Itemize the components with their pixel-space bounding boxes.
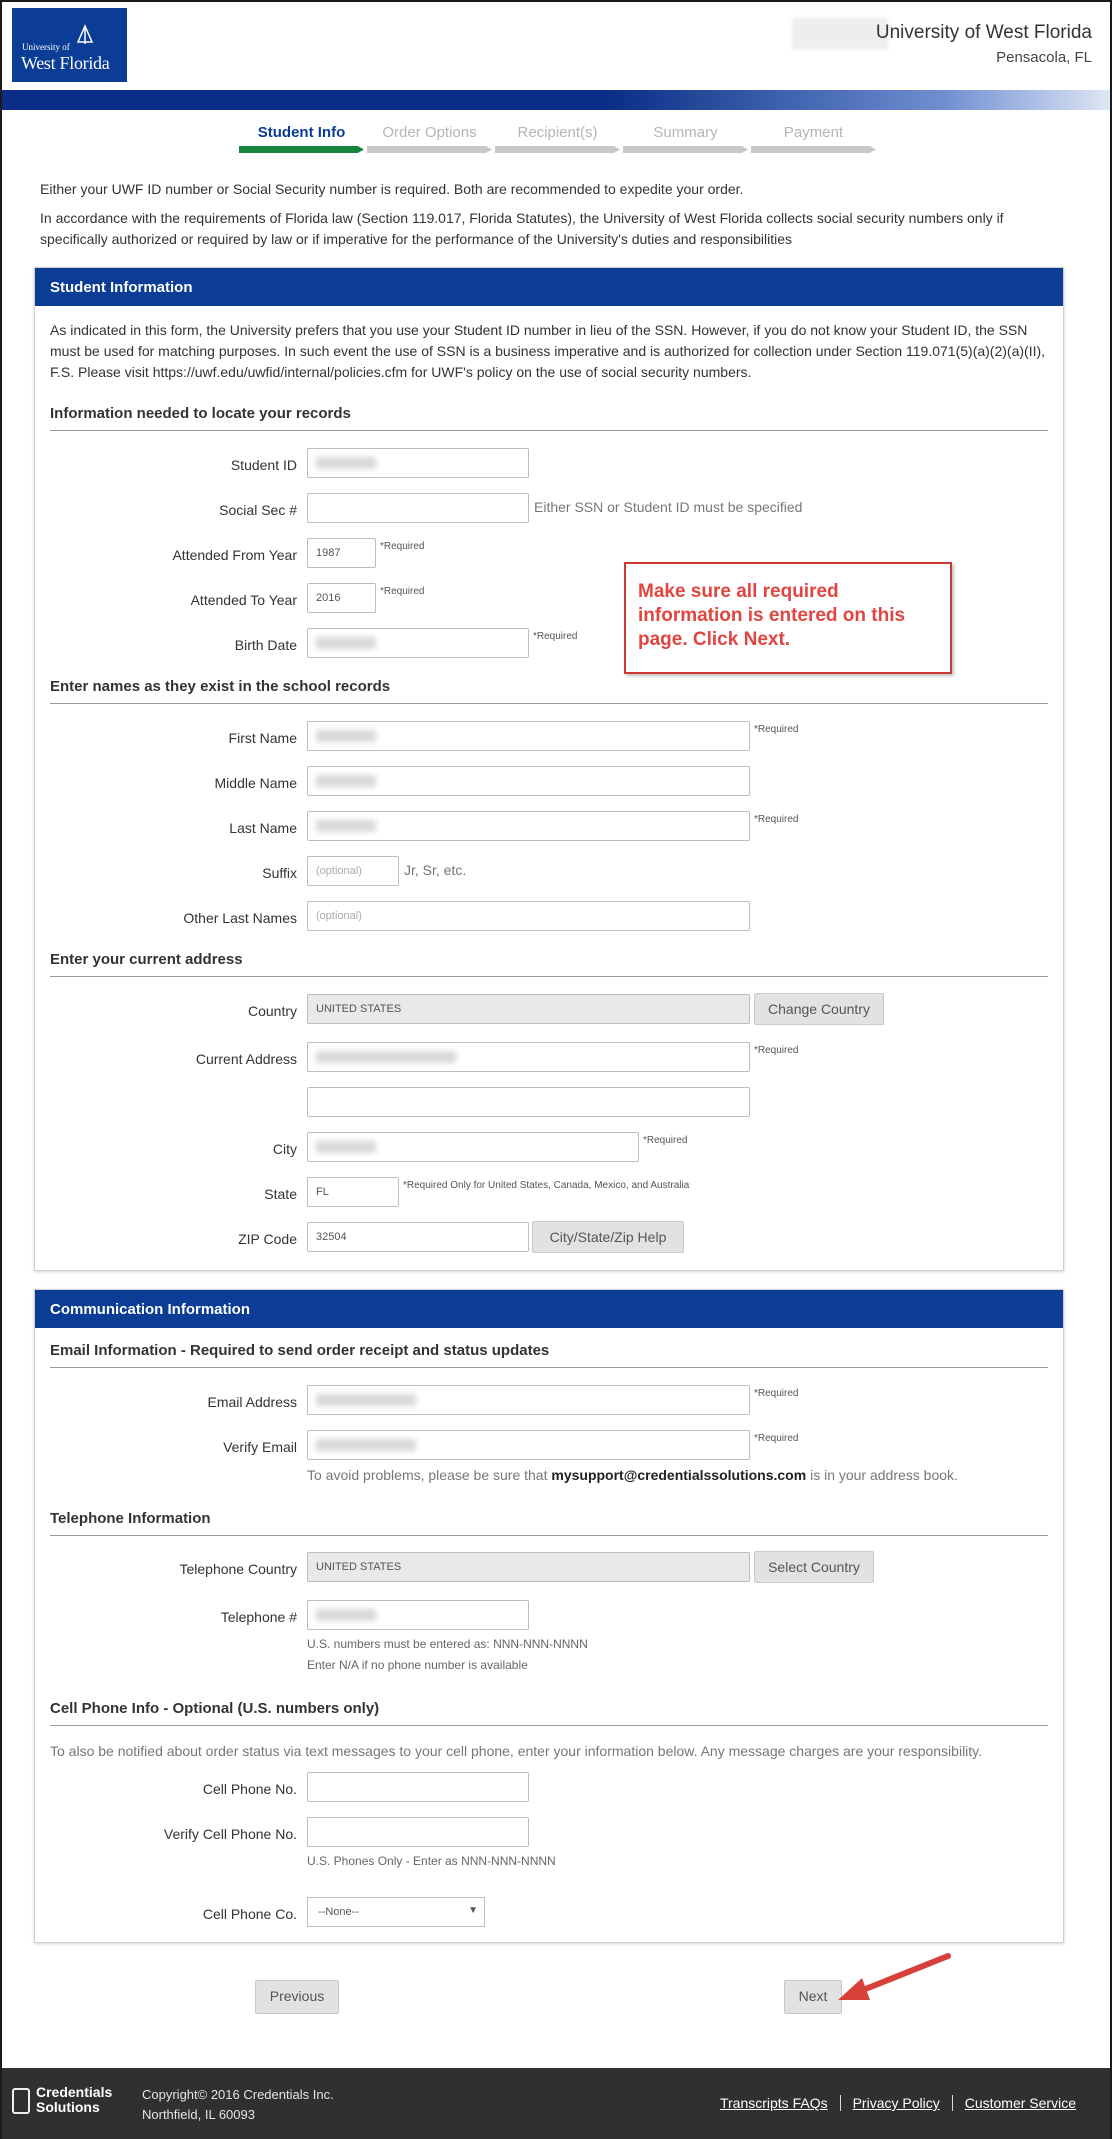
- step-payment: [751, 124, 876, 153]
- student-id-label: Student ID: [230, 457, 297, 473]
- step-bar: [495, 146, 620, 153]
- required-marker: *Required: [754, 1433, 799, 1444]
- dropdown-caret-icon: ▼: [468, 1905, 478, 1916]
- support-email: mysupport@credentialssolutions.com: [551, 1467, 807, 1483]
- suffix-label: Suffix: [262, 865, 297, 881]
- footer-links: [708, 2095, 1088, 2111]
- email-note-prefix: To avoid problems, please be sure that: [307, 1467, 548, 1483]
- required-marker: *Required: [754, 1388, 799, 1399]
- section-title-names: Enter names as they exist in the school records: [50, 678, 1048, 704]
- cell-carrier-label: Cell Phone Co.: [202, 1906, 297, 1922]
- change-country-button[interactable]: Change Country: [754, 993, 884, 1025]
- logo-big-text: West Florida: [21, 53, 110, 73]
- company-address: Northfield, IL 60093: [142, 2107, 255, 2122]
- blurred-user-area: [792, 18, 888, 50]
- state-required-note: *Required Only for United States, Canada, Mexico, and Australia: [403, 1180, 690, 1191]
- logo-small-text: University of: [22, 42, 70, 52]
- privacy-policy-link[interactable]: Privacy Policy: [840, 2095, 952, 2111]
- step-bar: [623, 146, 748, 153]
- to-year-label: Attended To Year: [190, 592, 297, 608]
- student-id-input[interactable]: [307, 448, 529, 478]
- verify-cell-label: Verify Cell Phone No.: [163, 1826, 297, 1842]
- progress-steps: [239, 124, 876, 153]
- first-name-input[interactable]: [307, 721, 750, 751]
- ssn-hint: Either SSN or Student ID must be specified: [534, 499, 803, 515]
- header-band: [2, 90, 1110, 110]
- telephone-input[interactable]: [307, 1600, 529, 1630]
- country-label: Country: [247, 1003, 297, 1019]
- credentials-logo-icon: [12, 2088, 30, 2114]
- zip-label: ZIP Code: [238, 1231, 297, 1247]
- section-title-address: Enter your current address: [50, 951, 1048, 977]
- step-order-options: [367, 124, 492, 153]
- step-label: Payment: [783, 124, 844, 141]
- ssn-input[interactable]: [307, 493, 529, 523]
- section-title-locate: Information needed to locate your records: [50, 405, 1048, 431]
- cell-carrier-select[interactable]: [307, 1897, 485, 1927]
- suffix-input[interactable]: (optional): [307, 856, 399, 886]
- step-label: Student Info: [257, 124, 346, 141]
- verify-email-input[interactable]: [307, 1430, 750, 1460]
- redacted-value: [316, 730, 376, 742]
- copyright-text: Copyright© 2016 Credentials Inc.: [142, 2087, 334, 2102]
- required-marker: *Required: [643, 1135, 688, 1146]
- required-marker: *Required: [533, 631, 578, 642]
- email-input[interactable]: [307, 1385, 750, 1415]
- from-year-input[interactable]: 1987: [307, 538, 376, 568]
- telephone-na-hint: Enter N/A if no phone number is available: [307, 1658, 528, 1672]
- suffix-hint: Jr, Sr, etc.: [404, 862, 467, 878]
- step-bar: [367, 146, 492, 153]
- panel-title: Student Information: [35, 268, 1063, 306]
- city-input[interactable]: [307, 1132, 639, 1162]
- required-marker: *Required: [380, 586, 425, 597]
- redacted-value: [316, 457, 376, 469]
- state-input[interactable]: FL: [307, 1177, 399, 1207]
- transcripts-faqs-link[interactable]: Transcripts FAQs: [719, 2095, 828, 2111]
- last-name-input[interactable]: [307, 811, 750, 841]
- address-line2-input[interactable]: [307, 1087, 750, 1117]
- step-label: Recipient(s): [517, 124, 598, 141]
- ssn-label: Social Sec #: [219, 502, 297, 518]
- ssn-policy-note: As indicated in this form, the University prefers that you use your Student ID number in lieu of the SSN. However, if you do not know your Student ID, the SSN must be used for matching purposes. In such event the use of SSN is a business imperative and is authorized for collection under Section 119.071(5)(a)(2)(a)(II), F.S. Please visit https://uwf.edu/uwfid/internal/policies.cfm for UWF's policy on the use of social security numbers.: [50, 322, 1046, 380]
- cell-phone-label: Cell Phone No.: [202, 1781, 297, 1797]
- step-bar: [239, 146, 364, 153]
- telephone-country-input: UNITED STATES: [307, 1552, 750, 1582]
- city-state-zip-help-button[interactable]: City/State/Zip Help: [532, 1221, 684, 1253]
- redacted-value: [316, 1609, 376, 1621]
- birth-date-label: Birth Date: [234, 637, 297, 653]
- site-footer: [2, 2068, 1110, 2139]
- address-line1-input[interactable]: [307, 1042, 750, 1072]
- customer-service-link[interactable]: Customer Service: [952, 2095, 1088, 2111]
- middle-name-input[interactable]: [307, 766, 750, 796]
- credentials-logo-text: [36, 2085, 112, 2115]
- redacted-value: [316, 1394, 416, 1406]
- birth-date-input[interactable]: [307, 628, 529, 658]
- university-city: Pensacola, FL: [996, 49, 1092, 66]
- pointer-arrow-icon: [836, 1950, 954, 2006]
- student-info-panel: [34, 267, 1064, 1271]
- other-last-names-label: Other Last Names: [183, 910, 297, 926]
- verify-cell-input[interactable]: [307, 1817, 529, 1847]
- other-last-names-input[interactable]: (optional): [307, 901, 750, 931]
- email-address-book-note: [307, 1467, 958, 1483]
- cell-phone-input[interactable]: [307, 1772, 529, 1802]
- telephone-label: Telephone #: [220, 1609, 297, 1625]
- to-year-input[interactable]: 2016: [307, 583, 376, 613]
- redacted-value: [316, 1051, 456, 1063]
- from-year-label: Attended From Year: [172, 547, 297, 563]
- required-marker: *Required: [380, 541, 425, 552]
- argonaut-logo-icon: [74, 24, 96, 46]
- intro-line-2: In accordance with the requirements of Florida law (Section 119.017, Florida Statutes), the University of West Florida collects social security numbers only if specifically authorized or required by law or if imperative for the performance of the University's duties and responsibilities: [40, 210, 1004, 247]
- uwf-logo[interactable]: [12, 8, 127, 82]
- next-button[interactable]: Next: [784, 1980, 842, 2014]
- first-name-label: First Name: [228, 730, 297, 746]
- middle-name-label: Middle Name: [214, 775, 297, 791]
- select-country-button[interactable]: Select Country: [754, 1551, 874, 1583]
- section-title-telephone: Telephone Information: [50, 1510, 1048, 1536]
- telephone-country-label: Telephone Country: [179, 1561, 297, 1577]
- redacted-value: [316, 820, 376, 832]
- step-bar: [751, 146, 876, 153]
- redacted-value: [316, 1439, 416, 1451]
- telephone-format-hint: U.S. numbers must be entered as: NNN-NNN-NNNN: [307, 1637, 588, 1651]
- previous-button[interactable]: Previous: [255, 1980, 339, 2014]
- email-label: Email Address: [207, 1394, 297, 1410]
- required-marker: *Required: [754, 724, 799, 735]
- step-summary: [623, 124, 748, 153]
- required-marker: *Required: [754, 1045, 799, 1056]
- state-label: State: [264, 1186, 297, 1202]
- redacted-value: [316, 775, 376, 787]
- step-student-info: [239, 124, 364, 153]
- email-note-suffix: is in your address book.: [810, 1467, 958, 1483]
- site-header: [2, 2, 1110, 90]
- cell-phone-note: To also be notified about order status via text messages to your cell phone, enter your information below. Any message charges are your responsibility.: [50, 1743, 983, 1759]
- city-label: City: [272, 1141, 297, 1157]
- step-recipients: [495, 124, 620, 153]
- cell-carrier-value: --None--: [318, 1906, 359, 1918]
- step-label: Summary: [653, 124, 718, 141]
- required-marker: *Required: [754, 814, 799, 825]
- logo-line-2: Solutions: [36, 2099, 100, 2115]
- redacted-value: [316, 637, 376, 649]
- section-title-email: Email Information - Required to send order receipt and status updates: [50, 1342, 1048, 1368]
- instruction-callout: Make sure all required information is entered on this page. Click Next.: [624, 562, 952, 674]
- footer-copyright: [142, 2085, 334, 2125]
- panel-title: Communication Information: [35, 1290, 1063, 1328]
- current-address-label: Current Address: [195, 1051, 297, 1067]
- redacted-value: [316, 1141, 376, 1153]
- section-title-cell: Cell Phone Info - Optional (U.S. numbers only): [50, 1700, 1048, 1726]
- country-input: UNITED STATES: [307, 994, 750, 1024]
- cell-format-hint: U.S. Phones Only - Enter as NNN-NNN-NNNN: [307, 1854, 556, 1868]
- logo-line-1: Credentials: [36, 2084, 113, 2100]
- step-label: Order Options: [382, 124, 477, 141]
- communication-panel: [34, 1289, 1064, 1943]
- verify-email-label: Verify Email: [223, 1439, 297, 1455]
- last-name-label: Last Name: [229, 820, 297, 836]
- intro-line-1: Either your UWF ID number or Social Security number is required. Both are recommended to expedite your order.: [40, 181, 744, 197]
- zip-input[interactable]: 32504: [307, 1222, 529, 1252]
- university-name: University of West Florida: [875, 22, 1092, 43]
